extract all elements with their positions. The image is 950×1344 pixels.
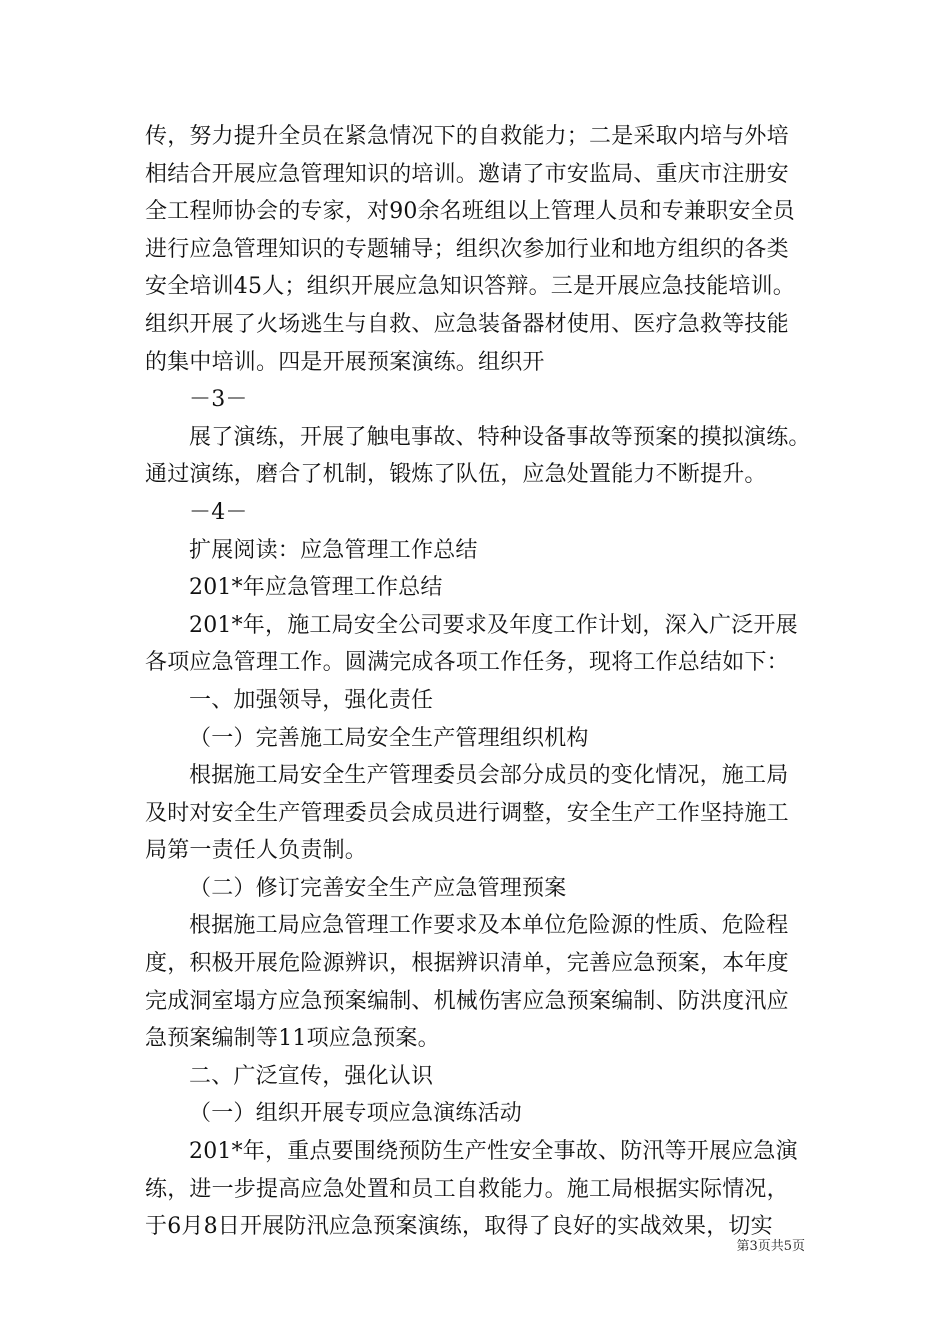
page-footer: 第3页共5页 [736,1239,805,1254]
text-line: 传，努力提升全员在紧急情况下的自救能力；二是采取内培与外培 [145,124,789,149]
document-body [145,118,817,1246]
text-line: 201*年应急管理工作总结 [189,575,443,601]
text-line: 201*年，施工局安全公司要求及年度工作计划，深入广泛开展 [189,612,798,638]
text-line: 及时对安全生产管理委员会成员进行调整，安全生产工作坚持施工 [145,800,789,826]
text-line: （一）完善施工局安全生产管理组织机构 [189,725,589,751]
text-line: 全工程师协会的专家，对90余名班组以上管理人员和专兼职安全员 [145,199,795,225]
text-line: 根据施工局应急管理工作要求及本单位危险源的性质、危险程 [189,913,789,939]
text-line: －4－ [189,499,248,525]
text-line: （二）修订完善安全生产应急管理预案 [189,875,567,901]
text-line: 安全培训45人；组织开展应急知识答辩。三是开展应急技能培训。 [145,274,795,300]
text-line: 根据施工局安全生产管理委员会部分成员的变化情况，施工局 [189,763,789,789]
text-line: 二、广泛宣传，强化认识 [189,1063,434,1089]
text-line: 展了演练，开展了触电事故、特种设备事故等预案的摸拟演练。 [189,424,811,450]
text-line: 一、加强领导，强化责任 [189,687,434,713]
text-line: 完成洞室塌方应急预案编制、机械伤害应急预案编制、防洪度汛应 [145,988,789,1014]
text-line: 201*年，重点要围绕预防生产性安全事故、防汛等开展应急演 [189,1139,798,1165]
text-line: 扩展阅读：应急管理工作总结 [189,537,478,563]
text-line: 度，积极开展危险源辨识，根据辨识清单，完善应急预案，本年度 [145,951,789,977]
text-line: 相结合开展应急管理知识的培训。邀请了市安监局、重庆市注册安 [145,161,789,187]
text-line: 组织开展了火场逃生与自救、应急装备器材使用、医疗急救等技能 [145,311,789,337]
text-line: 急预案编制等11项应急预案。 [145,1026,440,1052]
text-line: 练，进一步提高应急处置和员工自救能力。施工局根据实际情况， [145,1176,789,1202]
text-line: （一）组织开展专项应急演练活动 [189,1101,523,1127]
text-line: 各项应急管理工作。圆满完成各项工作任务，现将工作总结如下： [145,650,789,676]
text-line: 的集中培训。四是开展预案演练。组织开 [145,349,545,375]
text-line: 局第一责任人负责制。 [145,838,368,864]
text-line: 于6月8日开展防汛应急预案演练，取得了良好的实战效果，切实 [145,1214,773,1240]
text-line: －3－ [189,387,248,413]
text-line: 通过演练，磨合了机制，锻炼了队伍，应急处置能力不断提升。 [145,462,767,488]
text-line: 进行应急管理知识的专题辅导；组织次参加行业和地方组织的各类 [145,236,789,262]
